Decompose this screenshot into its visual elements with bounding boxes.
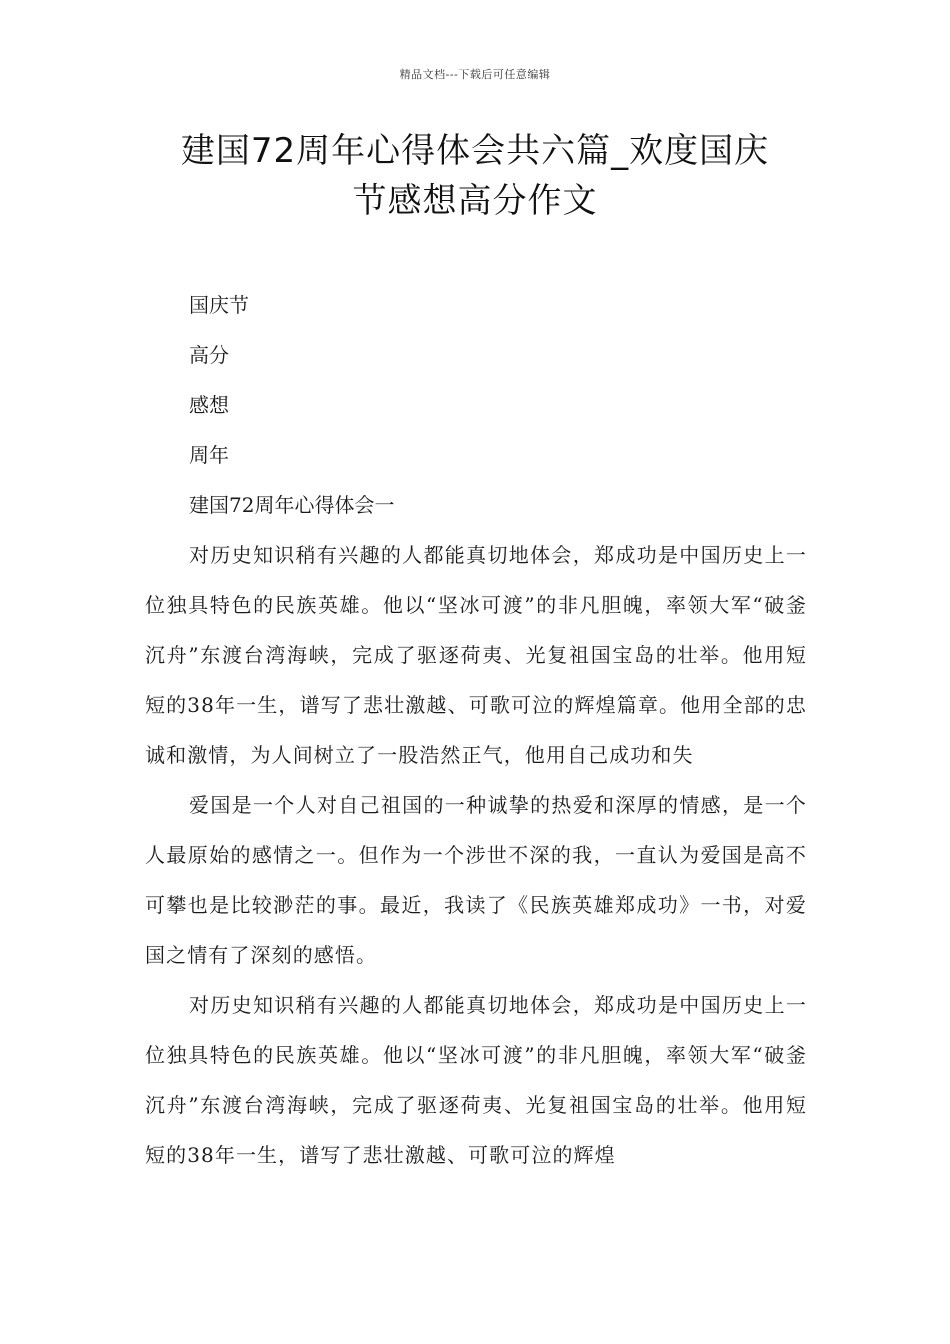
title-line-1: 建国72周年心得体会共六篇_欢度国庆 xyxy=(180,131,770,171)
header-note: 精品文档---下载后可任意编辑 xyxy=(399,68,551,81)
paragraph: 对历史知识稍有兴趣的人都能真切地体会，郑成功是中国历史上一位独具特色的民族英雄。他以“坚冰可渡”的非凡胆魄，率领大军“破釜沉舟”东渡台湾海峡，完成了驱逐荷夷、光复祖国宝岛的壮举。他用短短的38年一生，谱写了悲壮激越、可歌可泣的辉煌篇章。他用全部的忠诚和激情，为人间树立了一股浩然正气，他用自己成功和失 xyxy=(145,543,807,767)
section-heading: 建国72周年心得体会一 xyxy=(189,493,395,517)
paragraph: 爱国是一个人对自己祖国的一种诚挚的热爱和深厚的情感，是一个人最原始的感情之一。但作为一个涉世不深的我，一直认为爱国是高不可攀也是比较渺茫的事。最近，我读了《民族英雄郑成功》一书，对爱国之情有了深刻的感悟。 xyxy=(145,793,807,967)
keyword-item: 感想 xyxy=(189,393,229,417)
keyword-item: 国庆节 xyxy=(189,293,249,317)
document-title xyxy=(120,126,830,226)
title-line-2: 节感想高分作文 xyxy=(352,181,598,221)
paragraph: 对历史知识稍有兴趣的人都能真切地体会，郑成功是中国历史上一位独具特色的民族英雄。他以“坚冰可渡”的非凡胆魄，率领大军“破釜沉舟”东渡台湾海峡，完成了驱逐荷夷、光复祖国宝岛的壮举。他用短短的38年一生，谱写了悲壮激越、可歌可泣的辉煌 xyxy=(145,993,807,1167)
keyword-item: 高分 xyxy=(189,343,229,367)
keyword-item: 周年 xyxy=(189,443,229,467)
document-body xyxy=(145,280,807,1180)
